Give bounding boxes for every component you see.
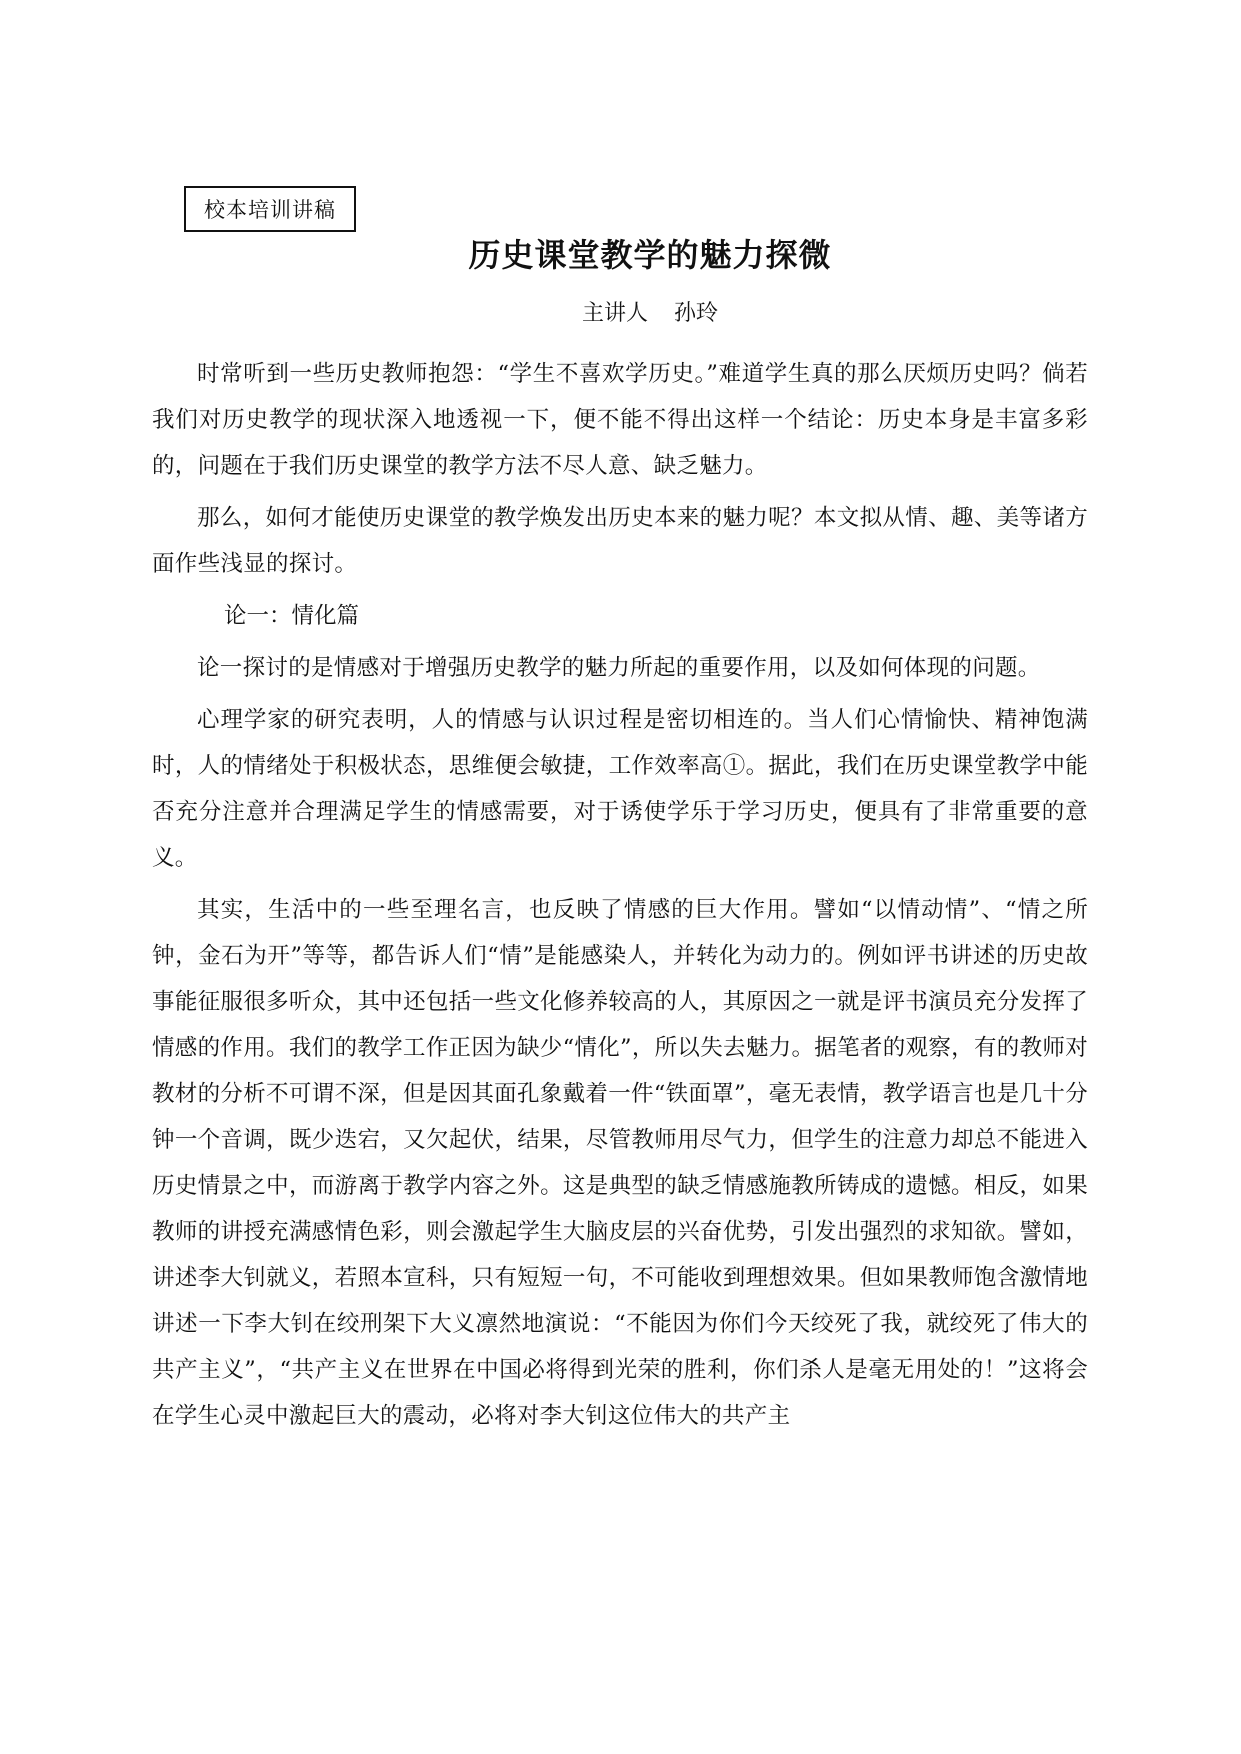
paragraph-intro-1: 时常听到一些历史教师抱怨：“学生不喜欢学历史。”难道学生真的那么厌烦历史吗？倘若我们对历史教学的现状深入地透视一下，便不能不得出这样一个结论：历史本身是丰富多彩的，问题在于我们历史课堂的教学方法不尽人意、缺乏魅力。 (152, 361, 1088, 479)
document-title: 历史课堂教学的魅力探微 (468, 236, 832, 274)
author-role: 主讲人 (581, 301, 648, 326)
document-tag-box (184, 186, 356, 232)
section-heading: 论一：情化篇 (224, 603, 360, 629)
paragraph-section-2: 心理学家的研究表明，人的情感与认识过程是密切相连的。当人们心情愉快、精神饱满时，人的情绪处于积极状态，思维便会敏捷，工作效率高①。据此，我们在历史课堂教学中能否充分注意并合理满足学生的情感需要，对于诱使学乐于学习历史，便具有了非常重要的意义。 (152, 707, 1088, 871)
paragraph-intro-2: 那么，如何才能使历史课堂的教学焕发出历史本来的魅力呢？本文拟从情、趣、美等诸方面作些浅显的探讨。 (152, 505, 1088, 577)
paragraph-section-3: 其实，生活中的一些至理名言，也反映了情感的巨大作用。譬如“以情动情”、“情之所钟，金石为开”等等，都告诉人们“情”是能感染人，并转化为动力的。例如评书讲述的历史故事能征服很多听众，其中还包括一些文化修养较高的人，其原因之一就是评书演员充分发挥了情感的作用。我们的教学工作正因为缺少“情化”，所以失去魅力。据笔者的观察，有的教师对教材的分析不可谓不深，但是因其面孔象戴着一件“铁面罩”，毫无表情，教学语言也是几十分钟一个音调，既少迭宕，又欠起伏，结果，尽管教师用尽气力，但学生的注意力却总不能进入历史情景之中，而游离于教学内容之外。这是典型的缺乏情感施教所铸成的遗憾。相反，如果教师的讲授充满感情色彩，则会激起学生大脑皮层的兴奋优势，引发出强烈的求知欲。譬如，讲述李大钊就义，若照本宣科，只有短短一句，不可能收到理想效果。但如果教师饱含激情地讲述一下李大钊在绞刑架下大义凛然地演说：“不能因为你们今天绞死了我，就绞死了伟大的共产主义”，“共产主义在世界在中国必将得到光荣的胜利，你们杀人是毫无用处的！”这将会在学生心灵中激起巨大的震动，必将对李大钊这位伟大的共产主 (152, 897, 1088, 1429)
author-name: 孙玲 (674, 301, 719, 326)
author-line (150, 296, 1150, 332)
document-tag-label: 校本培训讲稿 (204, 198, 336, 222)
document-body (152, 351, 1088, 1445)
paragraph-section-1: 论一探讨的是情感对于增强历史教学的魅力所起的重要作用，以及如何体现的问题。 (197, 655, 1041, 681)
